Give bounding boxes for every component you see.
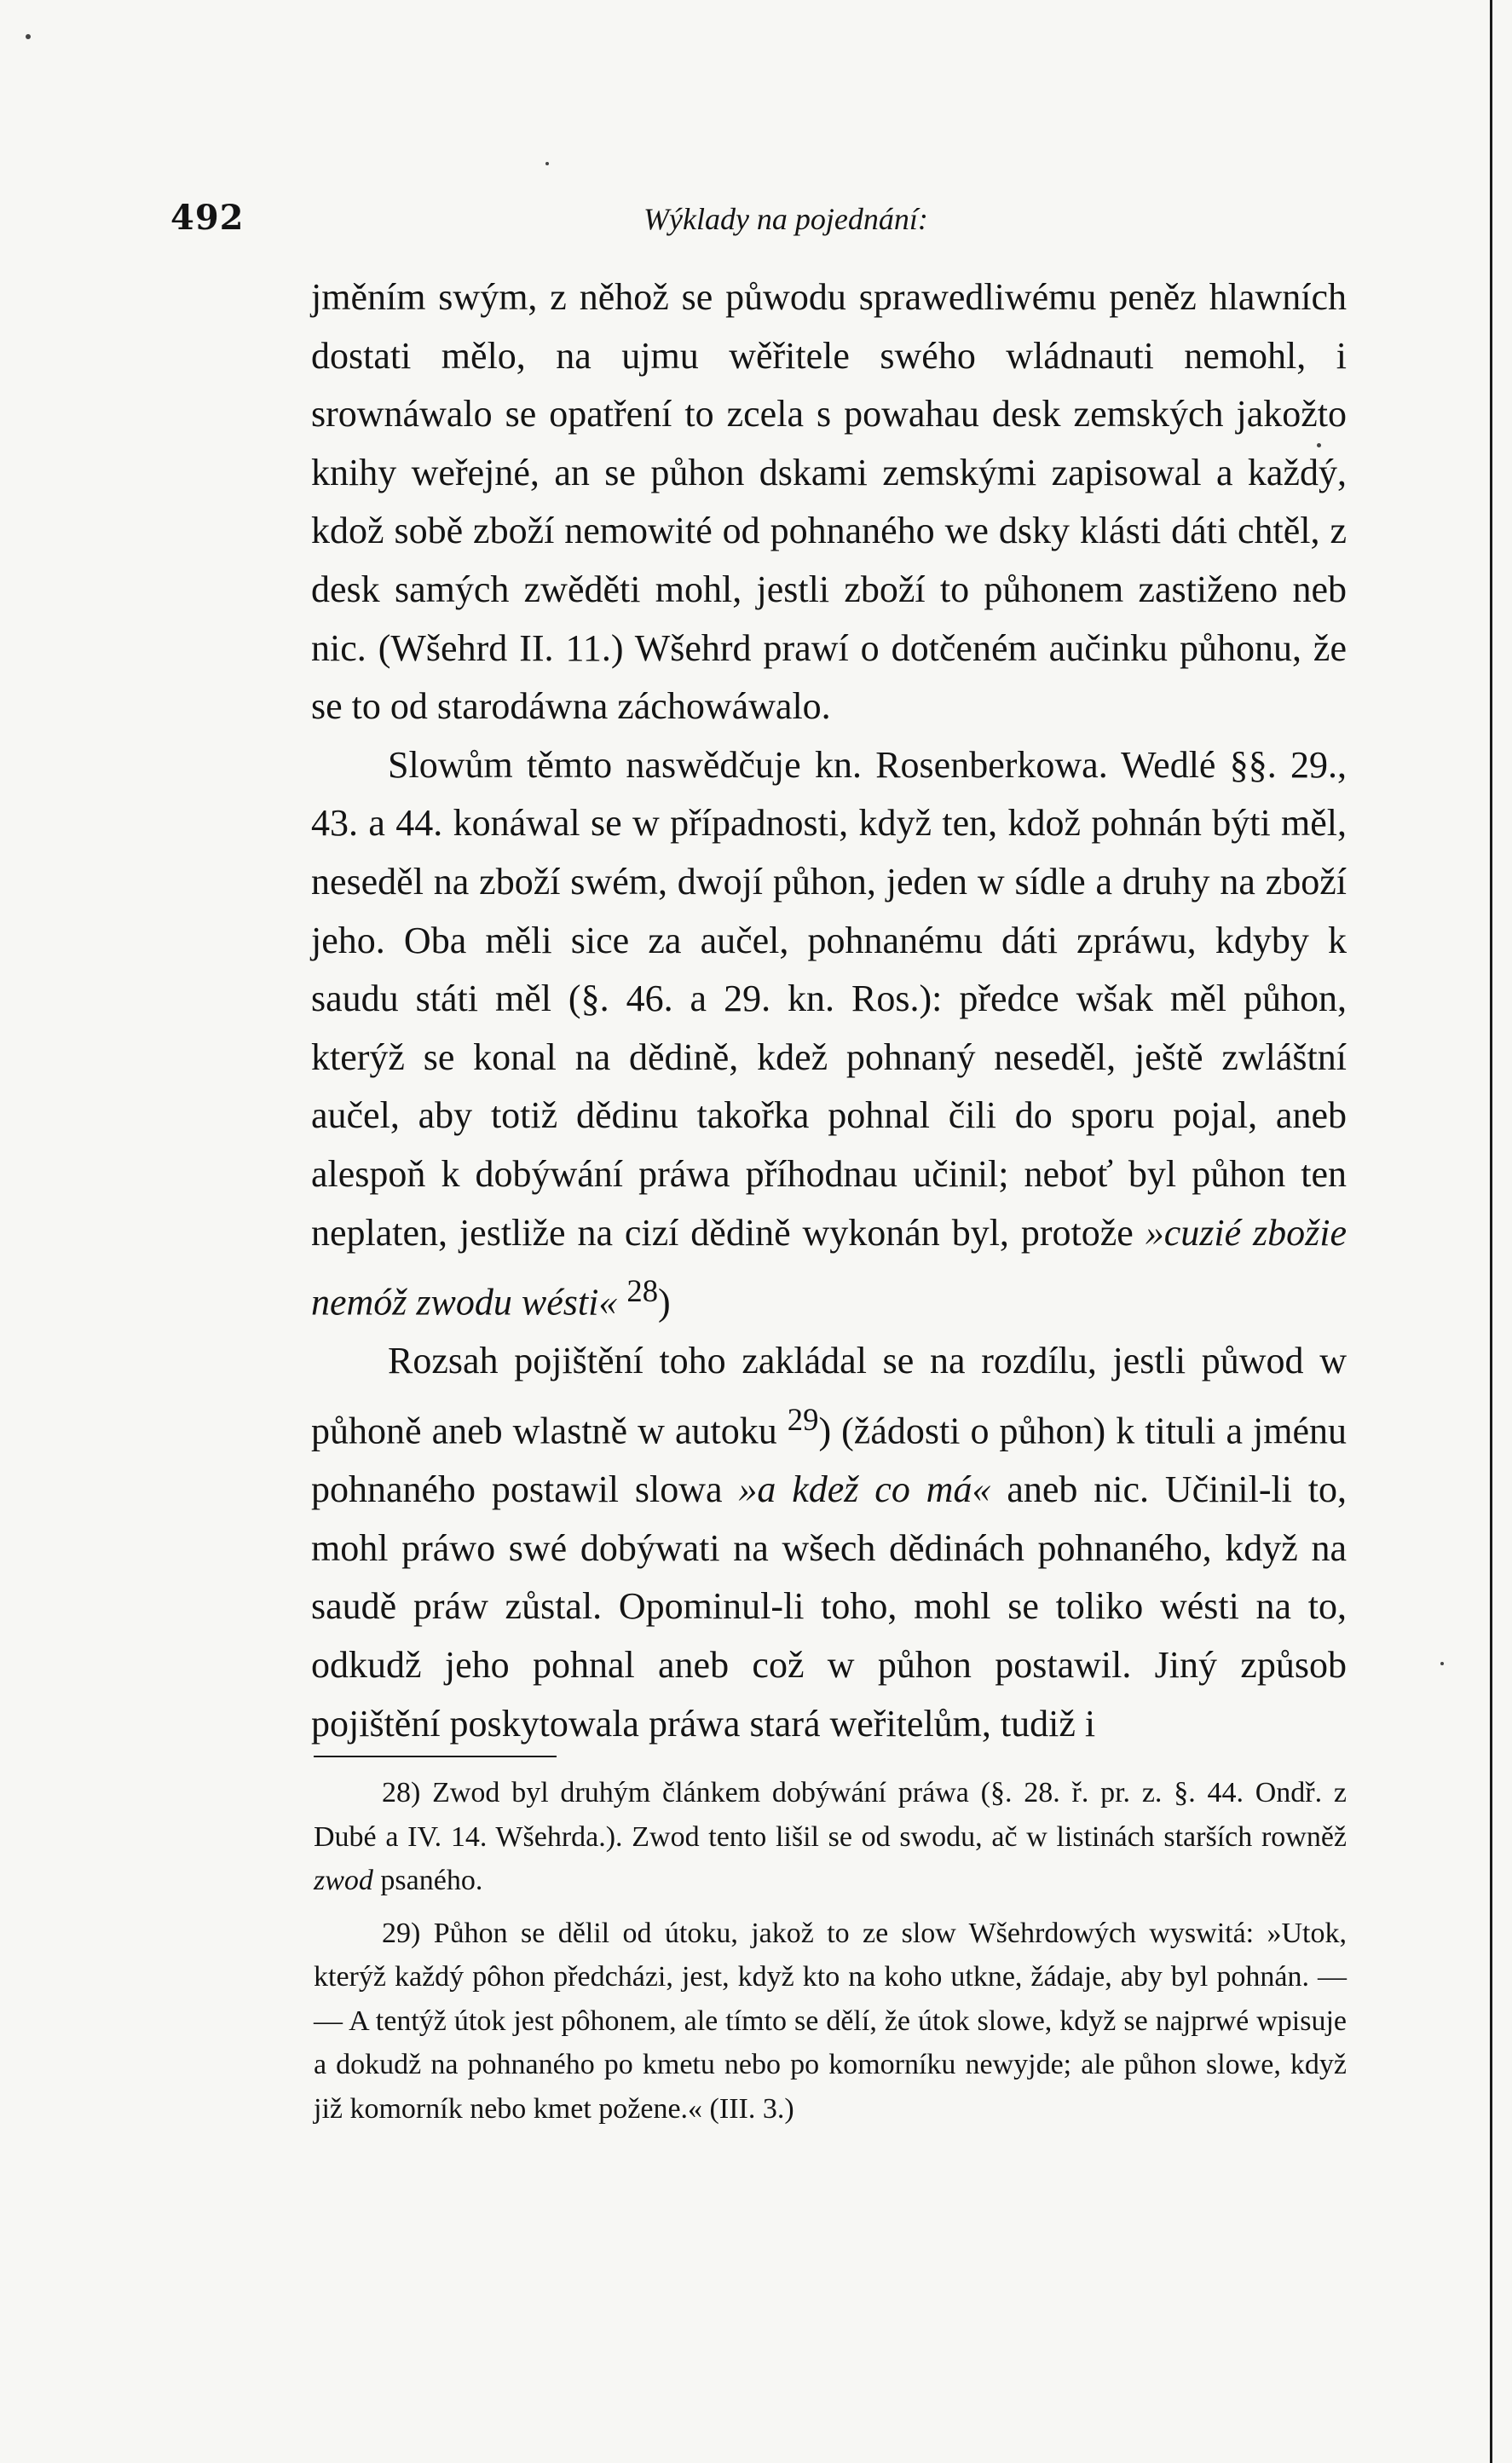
footnote-28-italic: zwod: [314, 1865, 373, 1896]
paragraph-3: Rozsah pojištění toho zakládal se na rozdílu, jestli půwod w půhoně aneb wlastně w autoku $^{29}$) (žádosti o půhon) k tituli a jménu pohnaného postawil slowa »a kdež co má« aneb nic. Učinil-li to, mohl práwo swé dobýwati na wšech dědinách pohnaného, když na saudě práw zůstal. Opominul-li toho, mohl se toliko wésti na to, odkudž jeho pohnal aneb což w půhon postawil. Jiný způsob pojištění poskytowala práwa stará weřitelům, tudiž i: [311, 1340, 1347, 1745]
paragraph-3-quote: »a kdež co má«: [738, 1468, 991, 1511]
paragraph-3-text-a: Rozsah pojištění toho zakládal se na rozdílu, jestli půwod w půhoně aneb wlastně w autoku: [311, 1340, 1347, 1452]
scan-speck: [1440, 1662, 1444, 1665]
paragraph-2-text: Slowům těmto naswědčuje kn. Rosenberkowa. Wedlé §§. 29., 43. a 44. konáwal se w případnosti, když ten, kdož pohnán býti měl, neseděl na zboží swém, dwojí půhon, jeden w sídle a druhy na zboží jeho. Oba měli sice za aučel, pohnanému dáti zpráwu, kdyby k saudu státi měl (§. 46. a 29. kn. Ros.): předce wšak měl půhon, kterýž se konal na dědině, kdež pohnaný neseděl, ještě zwláštní aučel, aby totiž dědinu takořka pohnal čili do sporu pojal, aneb alespoň k dobýwání práwa příhodnau učinil; neboť byl půhon ten neplaten, jestliže na cizí dědině wykonán byl, protože: [311, 743, 1347, 1254]
paragraph-3-text-b: (žádosti o půhon) k tituli a jménu pohnaného postawil slowa: [311, 1410, 1347, 1511]
footnote-28-text: 28) Zwod byl druhým článkem dobýwání práwa (§. 28. ř. pr. z. §. 44. Ondř. z Dubé a IV. 14. Wšehrda.). Zwod tento lišil se od swodu, ač w listinách starších rowněž: [314, 1777, 1347, 1853]
running-head: Wýklady na pojednání:: [643, 202, 928, 236]
paragraph-2: Slowům těmto naswědčuje kn. Rosenberkowa. Wedlé §§. 29., 43. a 44. konáwal se w případnosti, když ten, kdož pohnán býti měl, neseděl na zboží swém, dwojí půhon, jeden w sídle a druhy na zboží jeho. Oba měli sice za aučel, pohnanému dáti zpráwu, kdyby k saudu státi měl (§. 46. a 29. kn. Ros.): předce wšak měl půhon, kterýž se konal na dědině, kdež pohnaný neseděl, ještě zwláštní aučel, aby totiž dědinu takořka pohnal čili do sporu pojal, aneb alespoň k dobýwání práwa příhodnau učinil; neboť byl půhon ten neplaten, jestliže na cizí dědině wykonán byl, protože »cuzié zbožie nemóž zwodu wésti« $^{28}$): [311, 743, 1347, 1324]
paragraph-3-text-c: aneb nic. Učinil-li to, mohl práwo swé dobýwati na wšech dědinách pohnaného, když na saudě práw zůstal. Opominul-li toho, mohl se toliko wésti na to, odkudž jeho pohnal aneb což w půhon postawil. Jiný způsob pojištění poskytowala práwa stará weřitelům, tudiž i: [311, 1468, 1347, 1745]
scan-speck: [545, 162, 549, 165]
scan-speck: [26, 34, 31, 39]
page-number: 492: [170, 198, 245, 238]
footnote-ref-28: 28: [626, 1273, 659, 1309]
footnotes: [314, 1771, 1347, 2139]
footnote-29: 29) Půhon se dělil od útoku, jakož to ze slow Wšehrdowých wyswitá: »Utok, kterýž každý pôhon předcházi, jest, když kto na koho utkne, žádaje, aby byl pohnán. — — A tentýž útok jest pôhonem, ale tímto se dělí, že útok slowe, když se najprwé wpisuje a dokudž na pohnaného po kmetu nebo po komorníku newyjde; ale půhon slowe, když již komorník nebo kmet požene.« (III. 3.): [314, 1917, 1347, 2125]
footnote-ref-29: 29: [787, 1401, 819, 1437]
scan-speck: [1317, 443, 1321, 447]
page-edge-line: [1490, 0, 1492, 2463]
footnote-28-end: psaného.: [380, 1865, 483, 1896]
paragraph-2-quote: »cuzié zbožie nemóž zwodu wésti«: [311, 1211, 1347, 1324]
page-header: [170, 198, 1372, 249]
body-text: [311, 268, 1347, 1753]
footnote-28: [314, 1771, 1347, 1903]
footnote-rule: [314, 1756, 557, 1757]
paragraph-1: jměním swým, z něhož se půwodu sprawedliwému peněz hlawních dostati mělo, na ujmu wěřitele swého wládnauti nemohl, i srownáwalo se opatření to zcela s powahau desk zemských jakožto knihy weřejné, an se půhon dskami zemskými zapisowal a každý, kdož sobě zboží nemowité od pohnaného we dsky klásti dáti chtěl, z desk samých zwěděti mohl, jestli zboží to půhonem zastiženo neb nic. (Wšehrd II. 11.) Wšehrd prawí o dotčeném aučinku půhonu, že se to od starodáwna záchowáwalo.: [311, 276, 1347, 728]
